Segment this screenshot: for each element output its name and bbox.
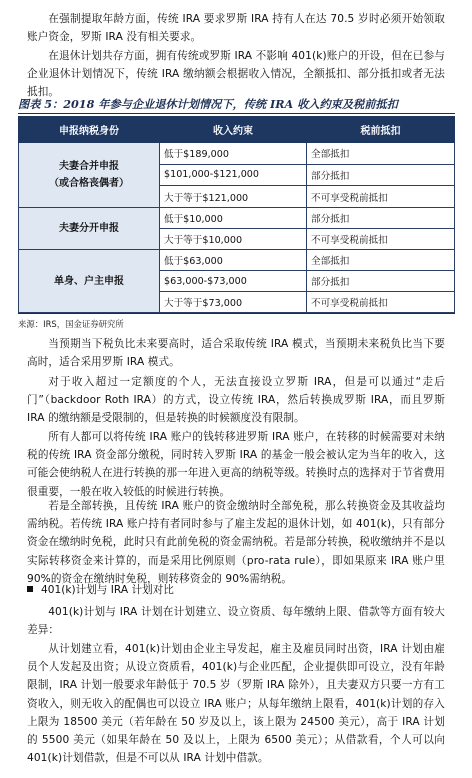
figure-top-rule bbox=[18, 113, 455, 114]
paragraph-comparison-intro: 401(k)计划与 IRA 计划在计划建立、设立资质、每年缴纳上限、借款等方面有较大差异： bbox=[27, 606, 445, 637]
group-label-line1: 单身、户主申报 bbox=[54, 275, 124, 287]
deduction-cell: 不可享受税前抵扣 bbox=[307, 186, 455, 208]
deduction-cell: 全部抵扣 bbox=[307, 143, 455, 165]
figure-bottom-rule bbox=[18, 313, 455, 314]
group-label-line2: （或合格丧偶者） bbox=[49, 178, 129, 189]
header-deduction: 税前抵扣 bbox=[307, 117, 455, 143]
income-cell: 低于$10,000 bbox=[160, 208, 307, 229]
paragraph-conversion: 所有人都可以将传统 IRA 账户的钱转移进罗斯 IRA 账户，在转移的时候需要对未纳税的传统 IRA 资金部分缴税，同时转入罗斯 IRA 的基金一般会被认定为当年的收入，这可能会使纳税人在进行转换的那一年进入更高的纳税等级。转换时点的选择对于节省费用很重要，一般在收入较低的时候进行转换。 bbox=[27, 431, 445, 498]
table-row bbox=[19, 208, 455, 229]
income-cell: 大于等于$121,000 bbox=[160, 186, 307, 208]
table-row bbox=[19, 143, 455, 165]
paragraph-backdoor-roth: 对于收入超过一定额度的个人，无法直接设立罗斯 IRA，但是可以通过“走后门”（backdoor Roth IRA）的方式，设立传统 IRA，然后转换成罗斯 IRA，而且罗斯 IRA 的缴纳额是受限制的，但是转换的时候额度没有限制。 bbox=[27, 376, 445, 425]
income-cell: $63,000-$73,000 bbox=[160, 271, 307, 292]
section-heading bbox=[27, 581, 174, 599]
paragraph-comparison-detail: 从计划建立看，401(k)计划由企业主导发起，雇主及雇员同时出资，IRA 计划由雇员个人发起及出资；从设立资质看，401(k)与企业匹配，企业提供即可设立，没有年龄限制，IRA 计划一般要求年龄低于 70.5 岁（罗斯 IRA 除外），且夫妻双方只要一方有工资收入，则无收入的配偶也可以设立 IRA 账户；从每年缴纳上限看，401(k)计划的存入上限为 18500 美元（若年龄在 50 岁及以上，该上限为 24500 美元），高于 IRA 计划的 5500 美元（如果年龄在 50 及以上，上限为 6500 美元）；从借款看，个人可以向 401(k)计划借款，但是不可以从 IRA 计划中借款。 bbox=[27, 643, 445, 765]
figure-source: 来源：IRS，国金证券研究所 bbox=[18, 319, 124, 329]
deduction-cell: 部分抵扣 bbox=[307, 164, 455, 186]
header-income-limit: 收入约束 bbox=[160, 117, 307, 143]
deduction-cell: 部分抵扣 bbox=[307, 271, 455, 292]
paragraph-tax-timing: 当预期当下税负比未来要高时，适合采取传统 IRA 模式，当预期未来税负比当下要高时，适合采用罗斯 IRA 模式。 bbox=[27, 338, 445, 369]
paragraph-plan-coexistence: 在退休计划共存方面，拥有传统或罗斯 IRA 不影响 401(k)账户的开设，但在已参与企业退休计划情况下，传统 IRA 缴纳额会根据收入情况，全额抵扣、部分抵扣或者无法抵扣。 bbox=[27, 50, 445, 99]
deduction-cell: 全部抵扣 bbox=[307, 250, 455, 271]
figure-title: 图表 5：2018 年参与企业退休计划情况下，传统 IRA 收入约束及税前抵扣 bbox=[18, 97, 398, 111]
group-label-line1: 夫妻合并申报 bbox=[59, 161, 119, 172]
paragraph-pro-rata: 若是全部转换，且传统 IRA 账户的资金缴纳时全部免税，那么转换资金及其收益均需纳税。若传统 IRA 账户持有者同时参与了雇主发起的退休计划，如 401(k)，只有部分资金在缴纳时免税，此时只有此前免税的资金需纳税。若是部分转换，税收缴纳并不是以实际转移资金来计算的，而是采用比例原则（pro-rata rule），即如果原来 IRA 账户里 90%的资金在缴纳时免税，则转移资金的 90%需纳税。 bbox=[27, 500, 445, 585]
income-cell: 大于等于$73,000 bbox=[160, 292, 307, 313]
group-label-line1: 夫妻分开申报 bbox=[59, 223, 119, 234]
deduction-cell: 不可享受税前抵扣 bbox=[307, 292, 455, 313]
deduction-cell: 部分抵扣 bbox=[307, 208, 455, 229]
income-cell: 低于$189,000 bbox=[160, 143, 307, 165]
paragraph-required-withdrawal: 在强制提取年龄方面，传统 IRA 要求罗斯 IRA 持有人在达 70.5 岁时必须开始领取账户资金，罗斯 IRA 没有相关要求。 bbox=[27, 13, 445, 44]
square-bullet-icon bbox=[27, 586, 33, 592]
deduction-cell: 不可享受税前抵扣 bbox=[307, 229, 455, 250]
header-filing-status: 申报纳税身份 bbox=[19, 117, 160, 143]
ira-deduction-table bbox=[18, 116, 455, 313]
income-cell: $101,000-$121,000 bbox=[160, 164, 307, 186]
income-cell: 低于$63,000 bbox=[160, 250, 307, 271]
table-row bbox=[19, 250, 455, 271]
group-single-filing bbox=[19, 250, 160, 313]
income-cell: 大于等于$10,000 bbox=[160, 229, 307, 250]
group-separate-filing bbox=[19, 208, 160, 250]
group-joint-filing bbox=[19, 143, 160, 208]
table-header-row bbox=[19, 117, 455, 143]
section-title: 401(k)计划与 IRA 计划对比 bbox=[41, 584, 174, 596]
